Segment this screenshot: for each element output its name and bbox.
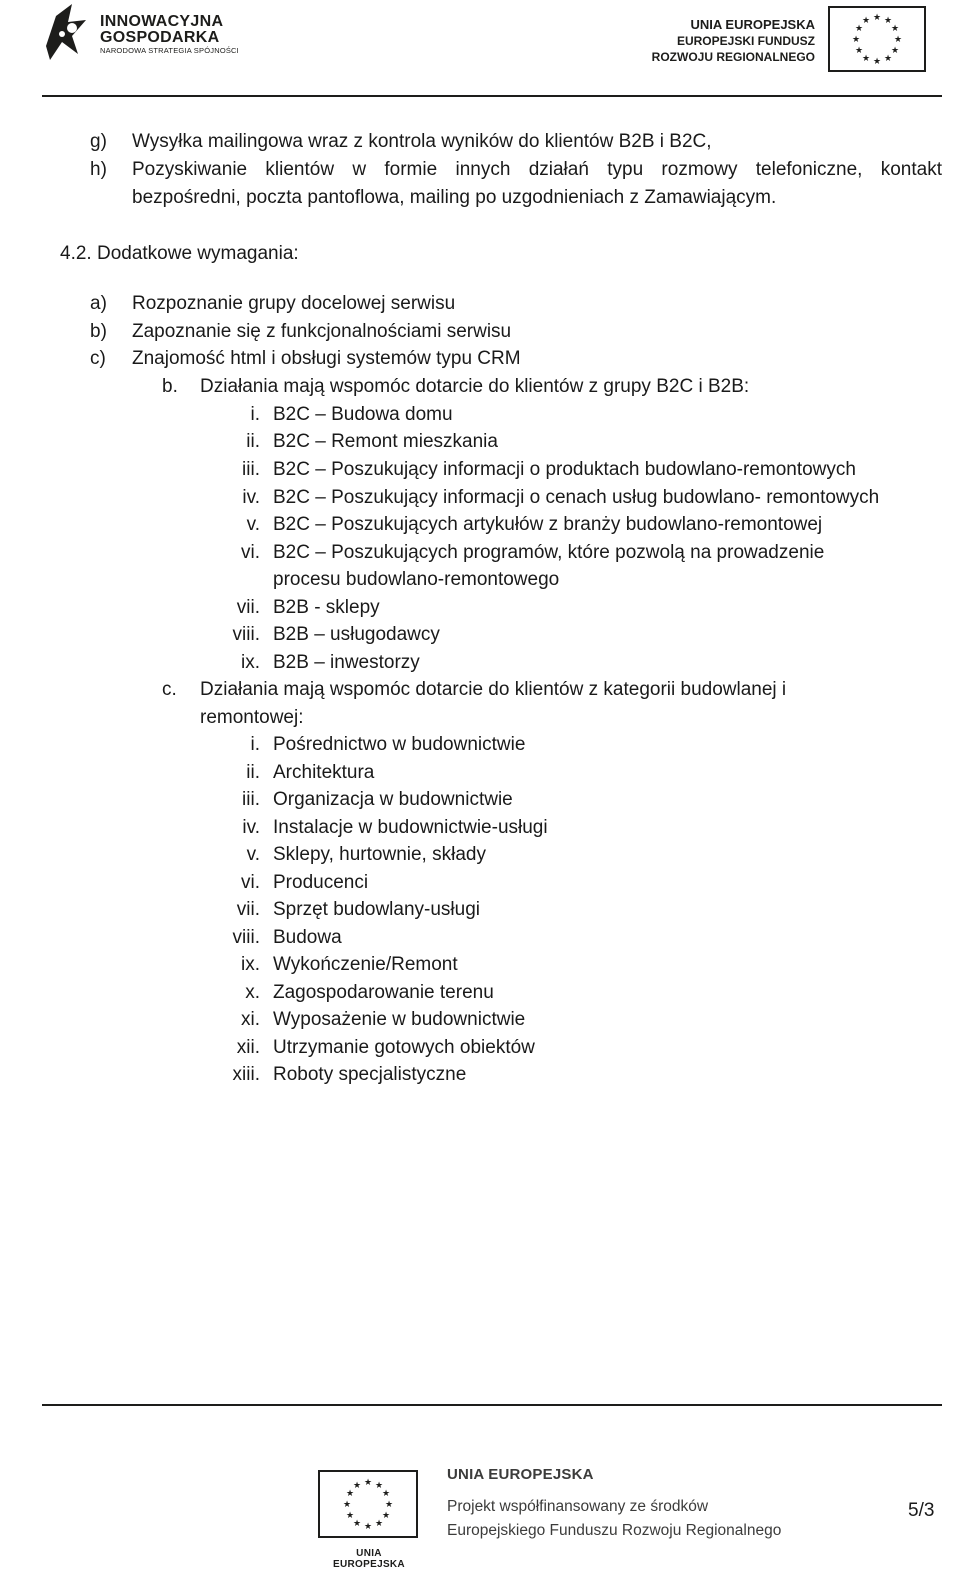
list-label: viii. [232,624,260,645]
list-item: Wysyłka mailingowa wraz z kontrola wyników do klientów B2B i B2C, [132,131,712,152]
list-label: iv. [242,817,260,838]
list-item: Działania mają wspomóc dotarcie do klientów z kategorii budowlanej i [200,679,787,700]
svg-text:★: ★ [861,54,871,64]
list-label: g) [90,131,107,152]
list-item: Pośrednictwo w budownictwie [273,734,526,755]
list-item: Znajomość html i obsługi systemów typu CRM [132,348,521,369]
footer-flag-caption: UNIA EUROPEJSKA [333,1548,405,1570]
list-label: ii. [246,431,260,452]
list-label: x. [245,982,260,1003]
list-item: Utrzymanie gotowych obiektów [273,1037,535,1058]
list-label: v. [246,844,260,865]
ue-line2: EUROPEJSKI FUNDUSZ [676,34,815,48]
svg-text:★: ★ [890,24,900,34]
list-item: B2C – Remont mieszkania [273,431,498,452]
list-label: iii. [242,789,260,810]
footer-title: UNIA EUROPEJSKA [447,1466,594,1483]
svg-text:★: ★ [854,24,864,34]
list-item: Zagospodarowanie terenu [273,982,494,1003]
list-item: Wyposażenie w budownictwie [273,1009,526,1030]
list-item: B2C – Poszukujący informacji o produktach budowlano-remontowych [273,459,856,480]
svg-text:★: ★ [851,35,861,45]
list-label: ii. [246,762,260,783]
svg-text:★: ★ [381,1511,391,1521]
list-label: a) [90,293,107,314]
list-item: Zapoznanie się z funkcjonalnościami serwisu [132,321,512,342]
ue-efrr-wordmark [652,17,815,65]
list-item: B2B - sklepy [273,597,380,618]
svg-text:★: ★ [381,1489,391,1499]
list-item: Organizacja w budownictwie [273,789,513,810]
list-label: vii. [236,597,260,618]
list-label: i. [250,734,260,755]
list-item: B2B – inwestorzy [273,652,420,673]
list-item-continuation: bezpośredni, poczta pantoflowa, mailing po uzgodnieniach z Zamawiającym. [132,187,777,208]
eu-flag-icon [828,6,926,72]
footer-funding-line2: Europejskiego Funduszu Rozwoju Regionalnego [447,1522,782,1539]
list-item: Architektura [273,762,375,783]
svg-text:★: ★ [345,1489,355,1499]
list-item: Wykończenie/Remont [273,954,458,975]
svg-text:★: ★ [861,16,871,26]
footer-rule [42,1404,942,1406]
list-label: b. [162,376,178,397]
list-item: Budowa [273,927,342,948]
list-label: c) [90,348,106,369]
svg-text:★: ★ [384,1500,394,1510]
list-label: xii. [236,1037,260,1058]
list-label: viii. [232,927,260,948]
ue-line3: ROZWOJU REGIONALNEGO [651,50,815,64]
ue-line1: UNIA EUROPEJSKA [690,17,815,32]
page-number: 5/3 [908,1500,935,1521]
list-label: c. [162,679,177,700]
list-item: Roboty specjalistyczne [273,1064,467,1085]
list-item: Producenci [273,872,369,893]
list-item: B2C – Poszukujących artykułów z branży budowlano-remontowej [273,514,823,535]
list-item: B2C – Budowa domu [273,404,453,425]
list-item: Instalacje w budownictwie-usługi [273,817,548,838]
list-label: i. [250,404,260,425]
list-item-continuation: procesu budowlano-remontowego [273,569,560,590]
svg-text:★: ★ [363,1522,373,1532]
list-label: vi. [241,542,260,563]
list-item: B2C – Poszukujących programów, które pozwolą na prowadzenie [273,542,825,563]
list-label: iii. [242,459,260,480]
svg-text:★: ★ [363,1478,373,1488]
ig-logo-line1: INNOWACYJNA [100,13,224,30]
list-item-continuation: remontowej: [200,707,304,728]
list-label: ix. [241,652,260,673]
svg-text:★: ★ [352,1519,362,1529]
ig-logo-line3: NARODOWA STRATEGIA SPÓJNOŚCI [100,46,239,55]
svg-text:★: ★ [854,46,864,56]
list-item: Działania mają wspomóc dotarcie do klientów z grupy B2C i B2B: [200,376,750,397]
innowacyjna-gospodarka-wordmark [100,14,239,56]
svg-text:★: ★ [893,35,903,45]
list-label: iv. [242,487,260,508]
section-heading: 4.2. Dodatkowe wymagania: [60,243,299,264]
svg-text:★: ★ [883,54,893,64]
list-label: b) [90,321,107,342]
list-label: ix. [241,954,260,975]
innowacyjna-gospodarka-logo-icon [42,2,102,62]
footer-funding-line1: Projekt współfinansowany ze środków [447,1498,709,1515]
list-item: Rozpoznanie grupy docelowej serwisu [132,293,456,314]
svg-text:★: ★ [890,46,900,56]
list-label: vii. [236,899,260,920]
svg-text:★: ★ [342,1500,352,1510]
list-label: vi. [241,872,260,893]
list-label: h) [90,159,107,180]
list-item: B2C – Poszukujący informacji o cenach usług budowlano- remontowych [273,487,880,508]
svg-text:★: ★ [352,1481,362,1491]
list-label: xi. [241,1009,260,1030]
svg-text:★: ★ [374,1481,384,1491]
ig-logo-line2: GOSPODARKA [100,29,220,46]
list-item: Pozyskiwanie klientów w formie innych działań typu rozmowy telefoniczne, kontakt [132,159,942,180]
list-item: Sklepy, hurtownie, składy [273,844,486,865]
list-label: xiii. [232,1064,260,1085]
list-item: Sprzęt budowlany-usługi [273,899,481,920]
eu-flag-icon [318,1470,418,1538]
header-rule [42,95,942,97]
svg-text:★: ★ [374,1519,384,1529]
svg-text:★: ★ [872,57,882,67]
svg-text:★: ★ [345,1511,355,1521]
list-item: B2B – usługodawcy [273,624,440,645]
svg-text:★: ★ [883,16,893,26]
list-label: v. [246,514,260,535]
svg-text:★: ★ [872,13,882,23]
